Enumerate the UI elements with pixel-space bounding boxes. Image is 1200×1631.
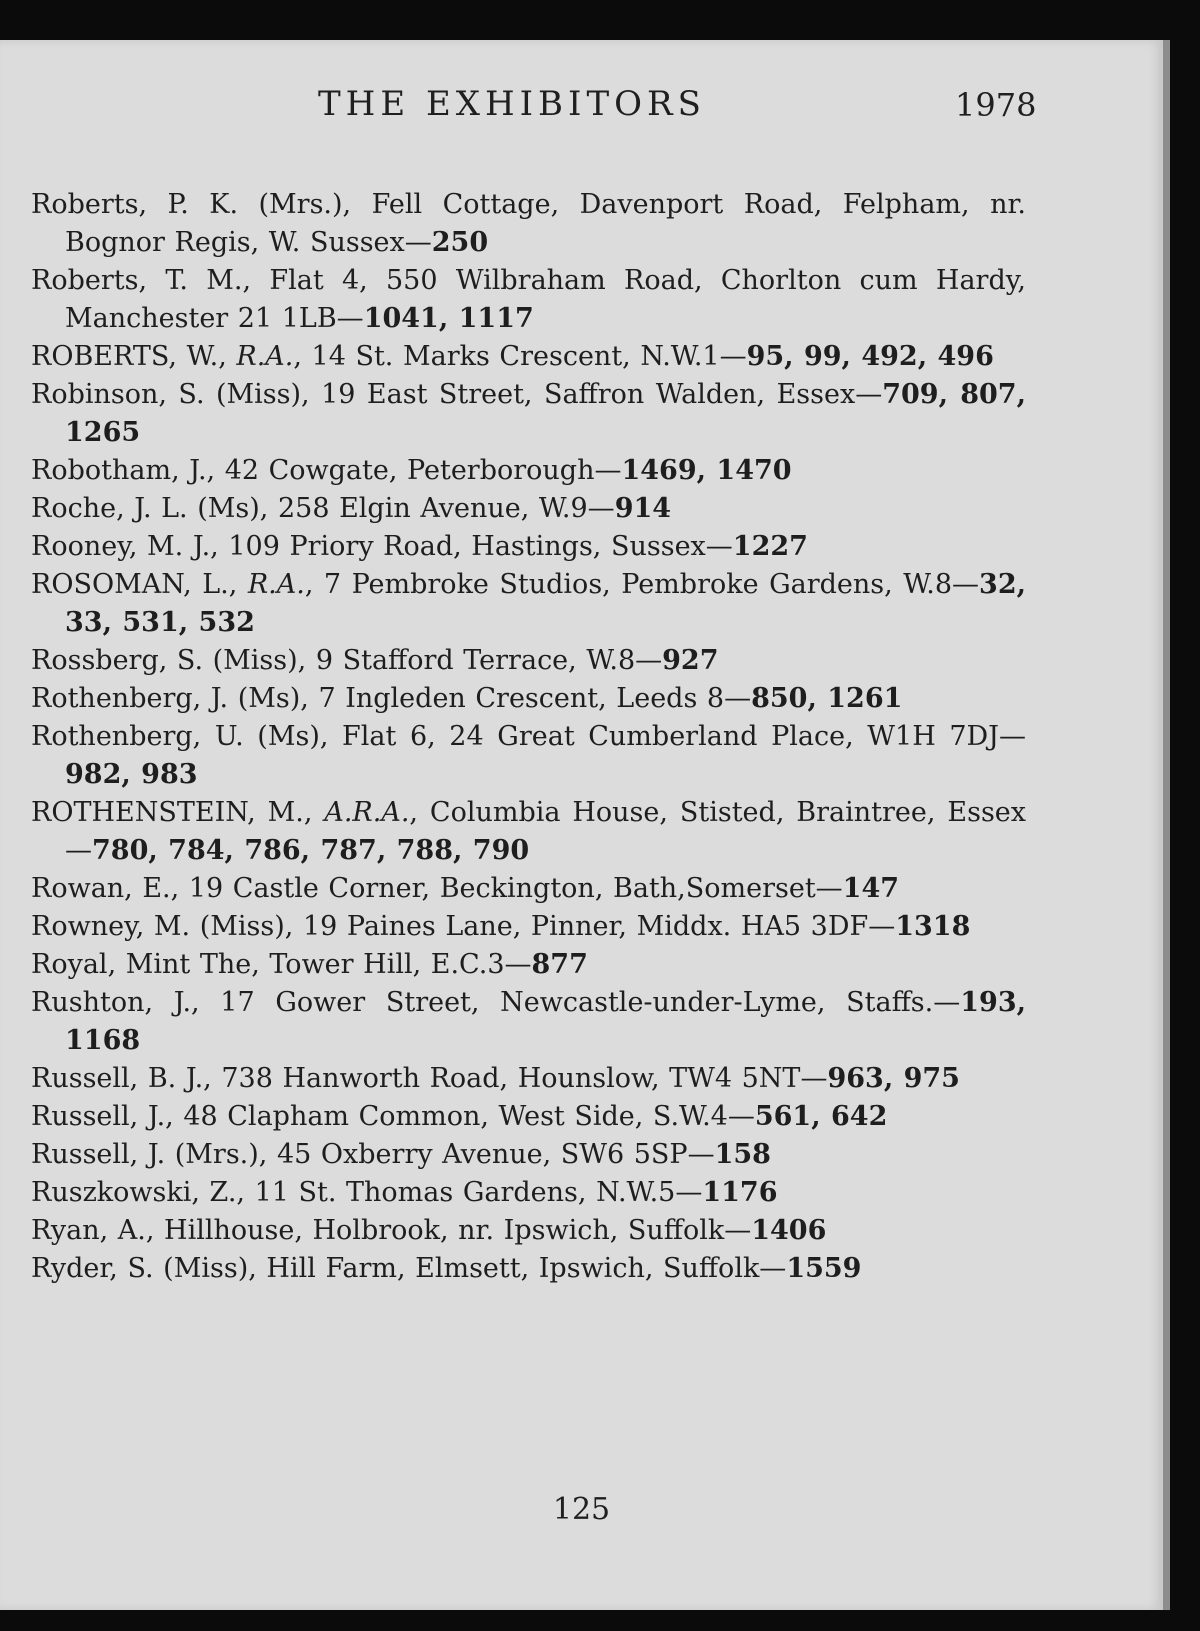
exhibitor-rank: R.A.	[237, 569, 305, 600]
exhibitor-name: Robotham, J.,	[31, 455, 216, 486]
running-head	[0, 84, 1163, 124]
exhibitor-name: Robinson, S. (Miss),	[31, 379, 310, 410]
exhibitor-name: Rothenberg, J. (Ms),	[31, 683, 309, 714]
exhibitor-address: Hill Farm, Elmsett, Ipswich, Suffolk—	[256, 1253, 787, 1284]
page-number: 125	[552, 1492, 611, 1527]
exhibit-numbers: 877	[531, 949, 588, 980]
exhibitor-name: Russell, J.,	[31, 1101, 174, 1132]
exhibitor-name: Rowan, E.,	[31, 873, 180, 904]
exhibit-numbers: 95, 99, 492, 496	[746, 341, 994, 372]
exhibitor-entry	[31, 794, 1026, 870]
exhibitor-name: Roberts, T. M.,	[31, 265, 252, 296]
exhibitor-entry	[31, 338, 1026, 376]
exhibitor-address: 19 East Street, Saffron Walden, Essex—	[309, 379, 883, 410]
exhibitor-entry	[31, 566, 1026, 642]
exhibitor-entry	[31, 984, 1026, 1060]
exhibitor-name: Russell, B. J.,	[31, 1063, 212, 1094]
exhibit-numbers: 32, 33, 531, 532	[65, 569, 1027, 638]
exhibitor-name: Rossberg, S. (Miss),	[31, 645, 307, 676]
exhibit-numbers: 963, 975	[827, 1063, 960, 1094]
exhibitor-address: 11 St. Thomas Gardens, N.W.5—	[245, 1177, 703, 1208]
exhibit-numbers: 250	[431, 227, 489, 258]
exhibitor-address: Fell Cottage, Davenport Road, Felpham, nr. Bognor Regis, W. Sussex—	[65, 189, 1026, 258]
exhibit-numbers: 1406	[751, 1215, 827, 1246]
exhibitor-name: Ryder, S. (Miss),	[31, 1253, 257, 1284]
exhibitor-address: 17 Gower Street, Newcastle-under-Lyme, Staffs.—	[199, 987, 961, 1018]
exhibit-numbers: 927	[662, 645, 719, 676]
exhibit-numbers: 561, 642	[754, 1101, 888, 1132]
exhibit-numbers: 1227	[732, 531, 808, 562]
exhibitor-entry	[31, 1174, 1026, 1212]
exhibit-numbers: 193, 1168	[65, 987, 1027, 1056]
catalogue-year: 1978	[955, 86, 1037, 124]
exhibitor-entry	[31, 642, 1026, 680]
exhibitor-entry	[31, 376, 1026, 452]
exhibitor-name: Roche, J. L. (Ms),	[31, 493, 269, 524]
exhibitor-entry	[31, 452, 1026, 490]
exhibitor-rank: A.R.A.	[312, 797, 410, 828]
exhibitor-rank: R.A.	[226, 341, 294, 372]
exhibit-numbers: 1469, 1470	[621, 455, 792, 486]
exhibitor-address: 45 Oxberry Avenue, SW6 5SP—	[267, 1139, 715, 1170]
exhibit-numbers: 158	[714, 1139, 771, 1170]
exhibitor-address: , Columbia House, Stisted, Braintree, Essex—	[65, 797, 1027, 866]
exhibitor-name: Rooney, M. J.,	[31, 531, 219, 562]
exhibitor-address: 19 Castle Corner, Beckington, Bath,Somerset—	[179, 873, 843, 904]
exhibitor-name: Rothenberg, U. (Ms),	[31, 721, 329, 752]
exhibitor-name: ROTHENSTEIN, M.,	[31, 797, 313, 828]
exhibitor-name: Rowney, M. (Miss),	[31, 911, 294, 942]
exhibitor-entry	[31, 1136, 1026, 1174]
exhibit-numbers: 914	[614, 493, 672, 524]
exhibitor-address: 42 Cowgate, Peterborough—	[215, 455, 622, 486]
exhibitor-list	[31, 186, 1026, 1288]
exhibit-numbers: 1041, 1117	[363, 303, 534, 334]
exhibitor-entry	[31, 908, 1026, 946]
page-title: THE EXHIBITORS	[318, 84, 706, 124]
page-edge	[1163, 40, 1170, 1610]
exhibitor-address: 7 Ingleden Crescent, Leeds 8—	[308, 683, 752, 714]
exhibitor-address: Tower Hill, E.C.3—	[259, 949, 532, 980]
exhibitor-address: 19 Paines Lane, Pinner, Middx. HA5 3DF—	[293, 911, 896, 942]
exhibitor-entry	[31, 528, 1026, 566]
exhibitor-name: Roberts, P. K. (Mrs.),	[31, 189, 352, 220]
exhibitor-entry	[31, 490, 1026, 528]
exhibit-numbers: 1176	[702, 1177, 778, 1208]
exhibitor-entry	[31, 1212, 1026, 1250]
exhibit-numbers: 780, 784, 786, 787, 788, 790	[92, 835, 530, 866]
exhibitor-address: Hillhouse, Holbrook, nr. Ipswich, Suffolk—	[154, 1215, 752, 1246]
exhibitor-address: Flat 4, 550 Wilbraham Road, Chorlton cum Hardy, Manchester 21 1LB—	[65, 265, 1026, 334]
exhibitor-entry	[31, 870, 1026, 908]
exhibitor-address: , 14 St. Marks Crescent, N.W.1—	[293, 341, 747, 372]
exhibitor-name: Russell, J. (Mrs.),	[31, 1139, 268, 1170]
exhibitor-name: Ryan, A.,	[31, 1215, 155, 1246]
exhibitor-address: 109 Priory Road, Hastings, Sussex—	[218, 531, 733, 562]
exhibit-numbers: 1318	[895, 911, 971, 942]
exhibitor-address: 48 Clapham Common, West Side, S.W.4—	[173, 1101, 755, 1132]
exhibitor-entry	[31, 718, 1026, 794]
exhibitor-name: ROBERTS, W.,	[31, 341, 227, 372]
exhibit-numbers: 850, 1261	[751, 683, 903, 714]
exhibitor-entry	[31, 1250, 1026, 1288]
exhibitor-address: 738 Hanworth Road, Hounslow, TW4 5NT—	[211, 1063, 828, 1094]
exhibitor-address: 9 Stafford Terrace, W.8—	[306, 645, 663, 676]
exhibitor-entry	[31, 1098, 1026, 1136]
exhibit-numbers: 982, 983	[65, 759, 198, 790]
exhibitor-entry	[31, 680, 1026, 718]
exhibit-numbers: 1559	[786, 1253, 862, 1284]
exhibitor-address: Flat 6, 24 Great Cumberland Place, W1H 7DJ—	[328, 721, 1026, 752]
exhibitor-entry	[31, 186, 1026, 262]
exhibitor-name: Ruszkowski, Z.,	[31, 1177, 245, 1208]
exhibitor-name: ROSOMAN, L.,	[31, 569, 238, 600]
exhibitor-name: Rushton, J.,	[31, 987, 200, 1018]
exhibitor-entry	[31, 1060, 1026, 1098]
exhibitor-entry	[31, 946, 1026, 984]
exhibitor-entry	[31, 262, 1026, 338]
exhibitor-name: Royal, Mint The,	[31, 949, 260, 980]
exhibitor-address: 258 Elgin Avenue, W.9—	[268, 493, 615, 524]
exhibit-numbers: 709, 807, 1265	[65, 379, 1026, 448]
exhibit-numbers: 147	[842, 873, 900, 904]
exhibitor-address: , 7 Pembroke Studios, Pembroke Gardens, W.8—	[304, 569, 980, 600]
